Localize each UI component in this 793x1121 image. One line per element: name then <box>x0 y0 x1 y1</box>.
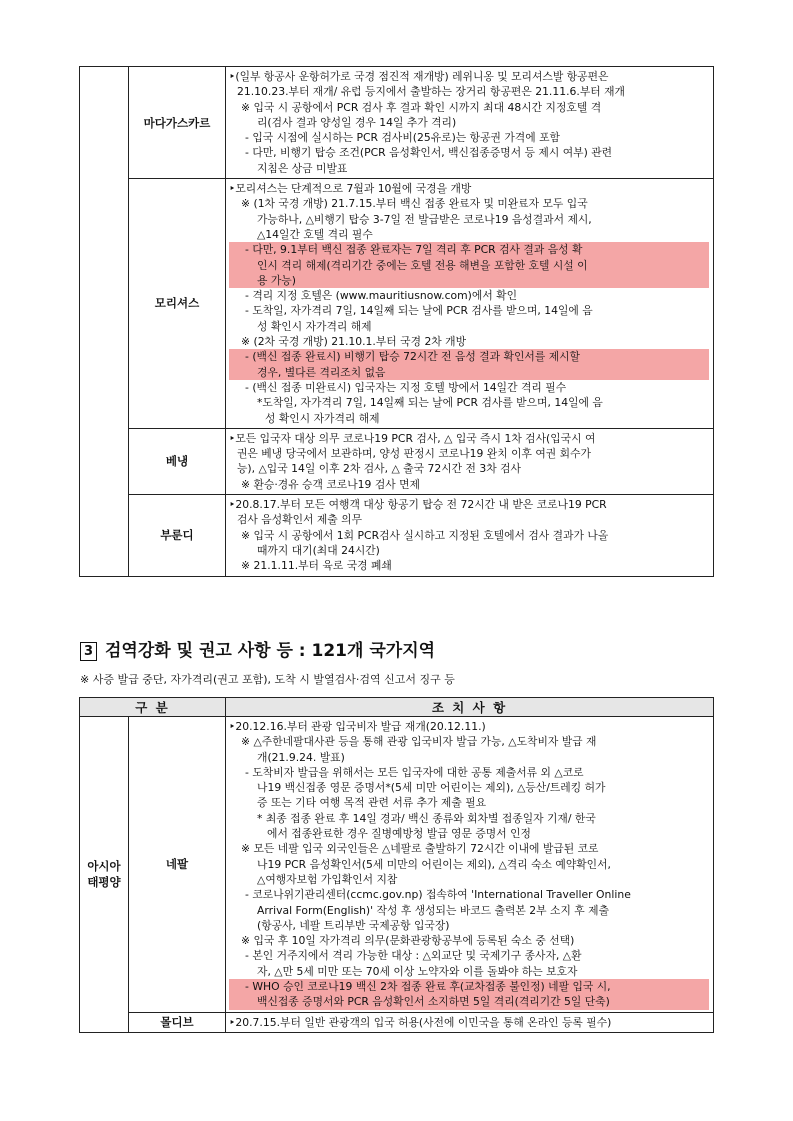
text-line: 자, △만 5세 미만 또는 70세 이상 노약자와 이를 돌봐야 하는 보호자 <box>257 964 578 978</box>
text-line: ‣모든 입국자 대상 의무 코로나19 PCR 검사, △ 입국 즉시 1차 검사(입국시 여 <box>229 431 596 445</box>
region-cell <box>80 67 129 577</box>
text-line: ※ 입국 후 10일 자가격리 의무(문화관광항공부에 등록된 숙소 중 선택) <box>241 934 575 948</box>
text-line: ※ (1차 국경 개방) 21.7.15.부터 백신 접종 완료자 및 미완료자 모두 입국 <box>241 197 588 211</box>
text-line: ※ 입국 시 공항에서 1회 PCR검사 실시하고 지정된 호텔에서 검사 결과가 나올 <box>241 528 609 542</box>
text-line: ‣20.8.17.부터 모든 여행객 대상 항공기 탑승 전 72시간 내 받은 코로나19 PCR <box>229 498 607 512</box>
table-row <box>80 179 714 429</box>
text-line: - (백신 접종 미완료시) 입국자는 지정 호텔 방에서 14일간 격리 필수 <box>245 380 567 394</box>
text-line: 성 확인시 자가격리 해제 <box>257 319 372 333</box>
measures-cell <box>226 67 714 179</box>
text-line: ‣모리셔스는 단계적으로 7월과 10월에 국경을 개방 <box>229 182 472 196</box>
table-header-row <box>80 698 714 717</box>
text-line: - 격리 지정 호텔은 (www.mauritiusnow.com)에서 확인 <box>245 289 518 303</box>
text-line: 능), △입국 14일 이후 2차 검사, △ 출국 72시간 전 3차 검사 <box>237 462 521 476</box>
highlighted-text-line: 백신접종 증명서와 PCR 음성확인서 소지하면 5일 격리(격리기간 5일 단축) <box>229 994 709 1009</box>
text-line: - 도착일, 자가격리 7일, 14일째 되는 날에 PCR 검사를 받으며, 14일에 음 <box>245 304 593 318</box>
text-line: 권은 베냉 당국에서 보관하며, 양성 판정시 코로나19 완치 이후 여권 회수가 <box>237 447 591 461</box>
table-row <box>80 428 714 494</box>
measures-cell <box>226 717 714 1013</box>
measures-cell <box>226 428 714 494</box>
text-line: 성 확인시 자가격리 해제 <box>265 411 380 425</box>
text-line: *도착일, 자가격리 7일, 14일째 되는 날에 PCR 검사를 받으며, 14일에 음 <box>257 396 603 410</box>
table-row <box>80 495 714 576</box>
country-cell: 네팔 <box>129 717 226 1013</box>
text-line: ※ 21.1.11.부터 육로 국경 폐쇄 <box>241 559 392 573</box>
text-line: ※ (2차 국경 개방) 21.10.1.부터 국경 2차 개방 <box>241 335 467 349</box>
text-line: 에서 접종완료한 경우 질병예방청 발급 영문 증명서 인정 <box>267 827 531 841</box>
bottom-table <box>79 697 714 1033</box>
text-line: ※ 환승·경유 승객 코로나19 검사 면제 <box>241 477 420 491</box>
text-line: 리(검사 결과 양성일 경우 14일 추가 격리) <box>257 115 457 129</box>
table-row <box>80 67 714 179</box>
text-line: 나19 백신접종 영문 증명서*(5세 미만 어린이는 제외), △등산/트레킹 허가 <box>257 781 606 795</box>
text-line: * 최종 접종 완료 후 14일 경과/ 백신 종류와 회차별 접종일자 기재/ 한국 <box>257 811 596 825</box>
text-line: 지침은 상금 미발표 <box>257 161 348 175</box>
text-line: 개(21.9.24. 발표) <box>257 750 345 764</box>
text-line: ‣(일부 항공사 운항허가로 국경 점진적 재개방) 레위니옹 및 모리셔스발 항공편은 <box>229 70 609 83</box>
text-line: Arrival Form(English)' 작성 후 생성되는 바코드 출력본 2부 소지 후 제출 <box>257 903 610 917</box>
text-line: - 코로나위기관리센터(ccmc.gov.np) 접속하여 'International Traveller Online <box>245 888 631 902</box>
text-line: 가능하나, △비행기 탑승 3-7일 전 발급받은 코로나19 음성결과서 제시, <box>257 212 592 226</box>
text-line: ‣20.12.16.부터 관광 입국비자 발급 재개(20.12.11.) <box>229 720 486 733</box>
country-cell: 마다가스카르 <box>129 67 226 179</box>
text-line: 나19 PCR 음성확인서(5세 미만의 어린이는 제외), △격리 숙소 예약확인서, <box>257 857 611 871</box>
highlighted-text-line: 경우, 별다른 격리조치 없음 <box>229 365 709 380</box>
highlighted-text-line: - 다만, 9.1부터 백신 접종 완료자는 7일 격리 후 PCR 검사 결과 음성 확 <box>229 242 709 257</box>
highlighted-text-line: - (백신 접종 완료시) 비행기 탑승 72시간 전 음성 결과 확인서를 제시할 <box>229 349 709 364</box>
section-heading <box>80 636 435 661</box>
country-cell: 부룬디 <box>129 495 226 576</box>
header-measures: 조 치 사 항 <box>226 698 714 717</box>
text-line: - 다만, 비행기 탑승 조건(PCR 음성확인서, 백신접종증명서 등 제시 여부) 관련 <box>245 146 613 160</box>
country-cell: 모리셔스 <box>129 179 226 429</box>
country-cell: 몰디브 <box>129 1012 226 1032</box>
text-line: - 본인 거주지에서 격리 가능한 대상 : △외교단 및 국제기구 종사자, △환 <box>245 949 582 963</box>
section-note: ※ 사증 발급 중단, 자가격리(권고 포함), 도착 시 발열검사·검역 신고서 징구 등 <box>80 673 455 686</box>
highlighted-text-line: 용 가능) <box>229 273 709 288</box>
text-line: 때까지 대기(최대 24시간) <box>257 543 380 557</box>
table-row <box>80 717 714 1013</box>
text-line: ※ 입국 시 공항에서 PCR 검사 후 결과 확인 시까지 최대 48시간 지정호텔 격 <box>241 100 602 114</box>
text-line: △14일간 호텔 격리 필수 <box>257 227 373 241</box>
table-row <box>80 1012 714 1032</box>
measures-cell <box>226 1012 714 1032</box>
section-title: 검역강화 및 권고 사항 등 : 121개 국가지역 <box>105 641 436 661</box>
text-line: (항공사, 네팔 트리부반 국제공항 입국장) <box>257 918 450 932</box>
text-line: 21.10.23.부터 재개/ 유럽 등지에서 출발하는 장거리 항공편은 21.11.6.부터 재개 <box>237 85 625 99</box>
highlighted-text-line: - WHO 승인 코로나19 백신 2차 접종 완료 후(교차접종 불인정) 네팔 입국 시, <box>229 979 709 994</box>
highlighted-text-line: 인시 격리 해제(격리기간 중에는 호텔 전용 해변을 포함한 호텔 시설 이 <box>229 258 709 273</box>
text-line: 증 또는 기타 여행 목적 관련 서류 추가 제출 필요 <box>257 796 487 810</box>
text-line: ※ △주한네팔대사관 등을 통해 관광 입국비자 발급 가능, △도착비자 발급 재 <box>241 735 597 749</box>
text-line: ‣20.7.15.부터 일반 관광객의 입국 허용(사전에 이민국을 통해 온라인 등록 필수) <box>229 1015 612 1029</box>
country-cell: 베냉 <box>129 428 226 494</box>
text-line: - 입국 시점에 실시하는 PCR 검사비(25유로)는 항공권 가격에 포함 <box>245 131 560 145</box>
text-line: 검사 음성확인서 제출 의무 <box>237 513 363 527</box>
header-category: 구 분 <box>80 698 226 717</box>
top-table <box>79 66 714 577</box>
measures-cell <box>226 179 714 429</box>
region-cell: 아시아 태평양 <box>80 717 129 1033</box>
measures-cell <box>226 495 714 576</box>
section-number: 3 <box>80 642 97 661</box>
text-line: △여행자보험 가입확인서 지참 <box>257 872 398 886</box>
text-line: - 도착비자 발급을 위해서는 모든 입국자에 대한 공통 제출서류 외 △코로 <box>245 765 584 779</box>
text-line: ※ 모든 네팔 입국 외국인들은 △네팔로 출발하기 72시간 이내에 발급된 코로 <box>241 842 599 856</box>
